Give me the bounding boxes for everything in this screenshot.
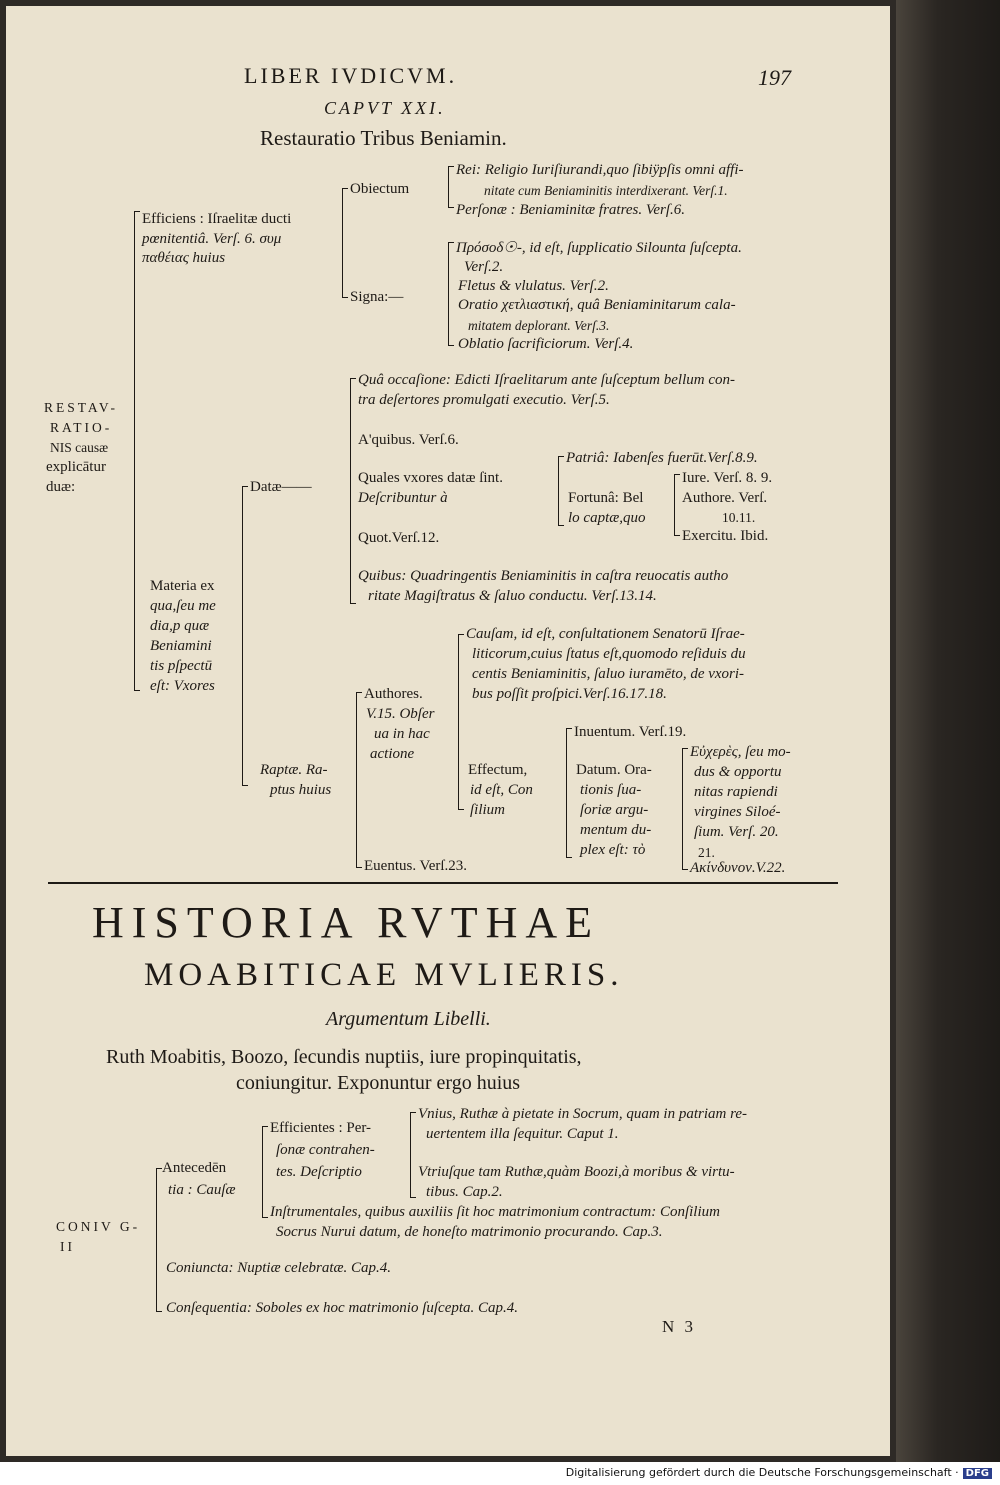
argument-line-2: coniungitur. Exponuntur ergo huius [236, 1072, 521, 1094]
patria-line: Patriâ: Iabenſes fuerūt.Verſ.8.9. [566, 450, 758, 466]
efficientes-line-1: Efficientes : Per- [270, 1120, 372, 1136]
materia-line-5: tis pſpectū [150, 658, 213, 674]
antecedentia-line-2: tia : Cauſæ [168, 1182, 236, 1198]
efficientes-brace [410, 1112, 411, 1198]
aquibus-line: A'quibus. Verſ.6. [358, 432, 459, 448]
efficiens-line-3: παθέιας huius [142, 250, 226, 266]
iure-line-2: Authore. Verſ. [682, 490, 768, 506]
credit-text: Digitalisierung gefördert durch die Deutsche Forschungsgemeinschaft · [565, 1466, 959, 1479]
signa-label: Signa:— [350, 289, 404, 305]
historia-title-2: MOABITICAE MVLIERIS. [144, 957, 624, 993]
antecedentia-line-1: Antecedēn [162, 1160, 227, 1176]
causam-line-2: liticorum,cuius ſtatus eſt,quomodo reſiduis du [472, 646, 746, 662]
vtriusque-line-2: tibus. Cap.2. [426, 1184, 503, 1200]
consequentia-line: Conſequentia: Soboles ex hoc matrimonio ſuſcepta. Cap.4. [166, 1300, 519, 1316]
datum-line-1: Datum. Ora- [576, 762, 652, 778]
datum-line-5: plex eſt: τὸ [580, 842, 646, 858]
iure-line-3: 10.11. [722, 510, 756, 525]
qua-line-1: Quâ occaſione: Edicti Iſraelitarum ante ſuſceptum bellum con- [358, 372, 735, 388]
iure-line-1: Iure. Verſ. 8. 9. [682, 470, 773, 486]
authores-line-4: actione [370, 746, 415, 762]
effectum-line-1: Effectum, [468, 762, 528, 778]
instrumentales-line-1: Inſtrumentales, quibus auxiliis ſit hoc matrimonium contractum: Conſilium [270, 1204, 720, 1220]
authores-line-3: ua in hac [374, 726, 430, 742]
obiectum-brace [448, 166, 449, 208]
tree1-root-line-4: explicātur [46, 459, 106, 475]
signa-item-6: Oblatio ſacrificiorum. Verſ.4. [458, 336, 634, 352]
chapter-heading: CAPVT XXI. [324, 98, 446, 118]
fortuna-brace [674, 474, 675, 536]
quales-line-2: Deſcribuntur à [358, 490, 448, 506]
euchees-line-4: virgines Siloé- [694, 804, 781, 820]
materia-line-1: Materia ex [150, 578, 215, 594]
authores-line-1: Authores. [364, 686, 423, 702]
fortuna-line-2: lo captæ,quo [568, 510, 646, 526]
coniuncta-line: Coniuncta: Nuptiæ celebratæ. Cap.4. [166, 1260, 391, 1276]
vnius-line-1: Vnius, Ruthæ à pietate in Socrum, quam in patriam re- [418, 1106, 748, 1122]
digitization-credit [566, 1466, 992, 1479]
quibus-line-1: Quibus: Quadringentis Beniaminitis in caſtra reuocatis autho [358, 568, 729, 584]
datae-label: Datæ—— [250, 479, 312, 495]
authores-line-2: V.15. Obſer [366, 706, 435, 722]
quales-brace [558, 456, 559, 526]
iure-line-4: Exercitu. Ibid. [682, 528, 769, 544]
vnius-line-2: uertentem illa ſequitur. Caput 1. [426, 1126, 619, 1142]
euchees-line-1: Εὐχερὲς, ſeu mo- [690, 744, 791, 760]
tree2-root-brace [156, 1168, 157, 1312]
euchees-line-7: Ακίνδυνον.V.22. [690, 860, 786, 876]
datum-brace [682, 748, 683, 870]
argumentum-heading: Argumentum Libelli. [326, 1008, 491, 1030]
euentus-line: Euentus. Verſ.23. [364, 858, 468, 874]
antecedentia-brace [262, 1126, 263, 1218]
effectum-brace [566, 728, 567, 858]
vtriusque-line-1: Vtriuſque tam Ruthæ,quàm Boozi,à moribus & virtu- [418, 1164, 735, 1180]
datum-line-2: tionis ſua- [580, 782, 642, 798]
quales-line-1: Quales vxores datæ ſint. [358, 470, 503, 486]
argument-line-1: Ruth Moabitis, Boozo, ſecundis nuptiis, iure propinquitatis, [106, 1046, 582, 1068]
historia-title-1: HISTORIA RVTHAE [92, 898, 601, 947]
euchees-line-2: dus & opportu [694, 764, 782, 780]
causam-line-4: bus poſſit proſpici.Verſ.16.17.18. [472, 686, 667, 702]
inuentum-line: Inuentum. Verſ.19. [574, 724, 687, 740]
raptae-line-2: ptus huius [270, 782, 332, 798]
tree1-root-line-2: RATIO- [50, 420, 113, 435]
euchees-line-5: ſium. Verſ. 20. [694, 824, 779, 840]
causam-line-3: centis Beniaminitis, ſaluo iuramēto, de vxori- [472, 666, 745, 682]
efficientes-line-3: tes. Deſcriptio [276, 1164, 362, 1180]
signa-item-3: Fletus & vlulatus. Verſ.2. [458, 278, 609, 294]
tree1-root-line-1: RESTAV- [44, 400, 118, 415]
rei-line-2: nitate cum Beniaminitis interdixerant. Verſ.1. [484, 183, 728, 198]
efficiens-line-2: pœnitentiâ. Verſ. 6. συμ [142, 231, 282, 247]
causam-line-1: Cauſam, id eſt, conſultationem Senatorū Iſrae- [466, 626, 745, 642]
running-title: LIBER IVDICVM. [244, 63, 458, 88]
euchees-line-3: nitas rapiendi [694, 784, 778, 800]
signa-item-2: Verſ.2. [464, 259, 504, 275]
book-edge [896, 0, 1000, 1462]
quibus-line-2: ritate Magiſtratus & ſaluo conductu. Verſ.13.14. [368, 588, 657, 604]
efficientes-line-2: ſonæ contrahen- [276, 1142, 375, 1158]
fortuna-line-1: Fortunâ: Bel [568, 490, 644, 506]
materia-brace [242, 486, 243, 786]
efficiens-line-1: Efficiens : Iſraelitæ ducti [142, 211, 292, 227]
materia-line-4: Beniamini [150, 638, 212, 654]
rei-line-1: Rei: Religio Iuriſiurandi,quo ſibiÿpſis omni affi- [456, 162, 744, 178]
materia-line-3: dia,p quæ [150, 618, 210, 634]
efficiens-brace [342, 188, 343, 298]
section-title: Restauratio Tribus Beniamin. [260, 126, 507, 150]
signa-item-4: Oratio χετλιαστική, quâ Beniaminitarum cala- [458, 297, 736, 313]
page-number: 197 [758, 65, 791, 90]
tree2-root-line-1: CONIV G- [56, 1219, 141, 1234]
tree1-root-line-3: NIS causæ [50, 440, 109, 455]
section-rule [48, 882, 838, 884]
raptae-brace [356, 692, 357, 868]
obiectum-label: Obiectum [350, 181, 410, 197]
dfg-logo: DFG [963, 1468, 992, 1479]
datum-line-4: mentum du- [580, 822, 652, 838]
tree2-root-line-2: II [60, 1239, 75, 1254]
effectum-line-3: ſilium [470, 802, 506, 818]
tree1-root-brace [134, 211, 135, 691]
datum-line-3: ſoriæ argu- [580, 802, 649, 818]
book-page [6, 6, 890, 1456]
euchees-line-6: 21. [698, 845, 715, 860]
qua-line-2: tra deſertores promulgati executio. Verſ.5. [358, 392, 610, 408]
quot-line: Quot.Verſ.12. [358, 530, 440, 546]
effectum-line-2: id eſt, Con [470, 782, 533, 798]
materia-line-2: qua,ſeu me [150, 598, 216, 614]
instrumentales-line-2: Socrus Nurui datum, de honeſto matrimonio procurando. Cap.3. [276, 1224, 663, 1240]
authores-brace [458, 634, 459, 810]
signature-mark: N 3 [662, 1317, 697, 1336]
raptae-line-1: Raptæ. Ra- [260, 762, 328, 778]
personae-line: Perſonæ : Beniaminitæ fratres. Verſ.6. [456, 202, 686, 218]
datae-brace [350, 378, 351, 604]
signa-item-5: mitatem deplorant. Verſ.3. [468, 318, 610, 333]
signa-item-1: Πρόσοδ☉-, id eſt, ſupplicatio Silounta ſuſcepta. [456, 240, 742, 256]
signa-brace [448, 242, 449, 346]
tree1-root-line-5: duæ: [46, 479, 76, 495]
materia-line-6: eſt: Vxores [150, 678, 215, 694]
